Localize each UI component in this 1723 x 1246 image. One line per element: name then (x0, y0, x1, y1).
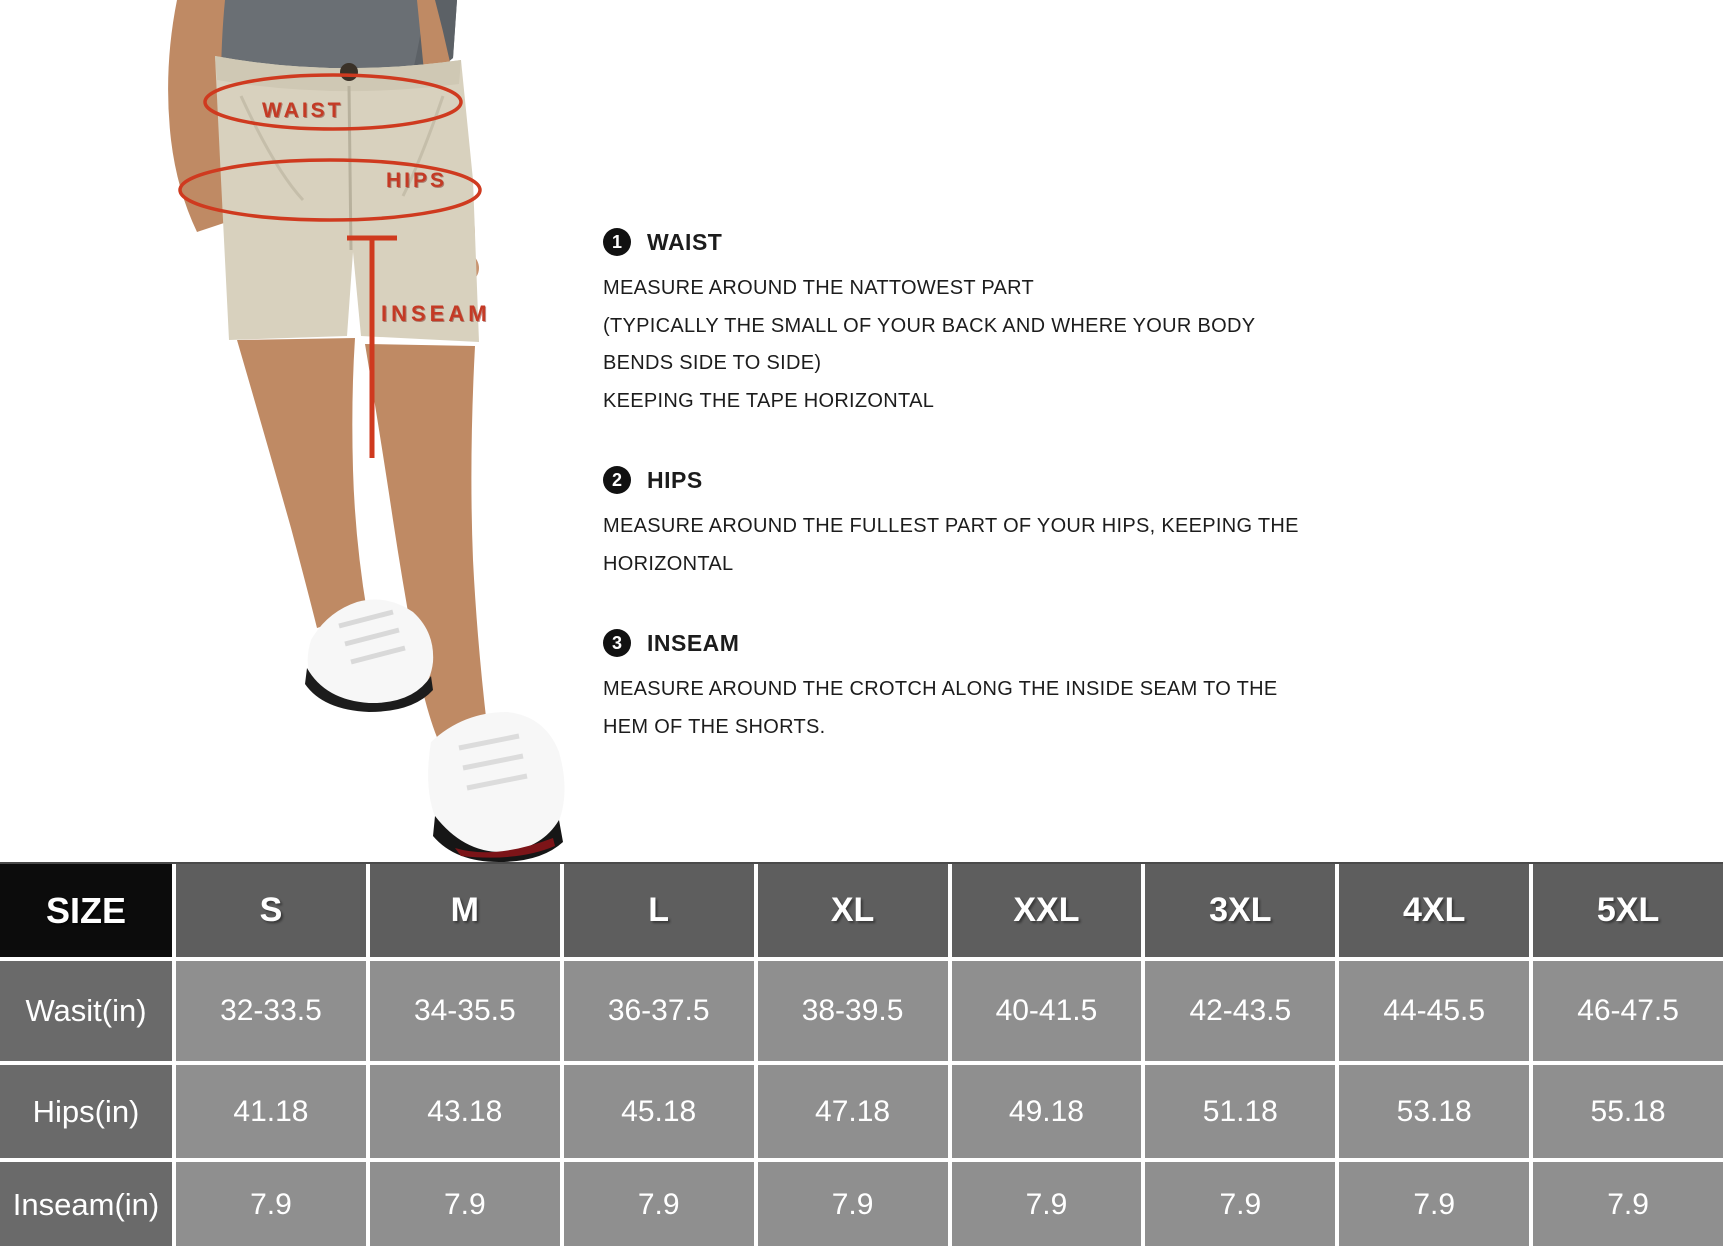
size-table-header-l: L (564, 864, 754, 957)
size-table-row-label-inseam: Inseam(in) (0, 1162, 172, 1246)
instruction-inseam-heading (603, 629, 1383, 657)
instruction-line: MEASURE AROUND THE NATTOWEST PART (603, 277, 1035, 299)
table-cell-hips-xxl: 49.18 (952, 1065, 1142, 1158)
photo-waist-label: WAIST (262, 99, 344, 122)
model-photo (0, 0, 600, 862)
table-cell-waist-5xl: 46-47.5 (1533, 961, 1723, 1061)
right-shoe (428, 712, 564, 862)
instruction-line: HORIZONTAL (603, 552, 734, 575)
size-table-header-3xl: 3XL (1145, 864, 1335, 957)
instruction-line: BENDS SIDE TO SIDE) (603, 352, 822, 374)
table-cell-inseam-4xl: 7.9 (1339, 1162, 1529, 1246)
number-2-icon: 2 (603, 466, 631, 494)
table-cell-inseam-xl: 7.9 (758, 1162, 948, 1246)
instruction-hips-heading (603, 466, 1383, 494)
button (340, 63, 358, 81)
table-cell-hips-5xl: 55.18 (1533, 1065, 1723, 1158)
table-cell-hips-4xl: 53.18 (1339, 1065, 1529, 1158)
table-cell-hips-3xl: 51.18 (1145, 1065, 1335, 1158)
model-illustration (125, 0, 595, 862)
size-table-row-label-hips: Hips(in) (0, 1065, 172, 1158)
table-cell-hips-s: 41.18 (176, 1065, 366, 1158)
table-cell-inseam-s: 7.9 (176, 1162, 366, 1246)
instruction-line: MEASURE AROUND THE FULLEST PART OF YOUR HIPS, KEEPING THE (603, 515, 1299, 537)
left-leg (237, 338, 367, 628)
size-chart-table (0, 862, 1723, 1246)
instruction-inseam (603, 629, 1383, 746)
size-table-header-xxl: XXL (952, 864, 1142, 957)
table-cell-inseam-xxl: 7.9 (952, 1162, 1142, 1246)
size-table-header-m: M (370, 864, 560, 957)
table-cell-hips-m: 43.18 (370, 1065, 560, 1158)
instruction-hips (603, 466, 1383, 583)
fly-seam (349, 86, 351, 250)
instruction-line: MEASURE AROUND THE CROTCH ALONG THE INSIDE SEAM TO THE (603, 678, 1278, 700)
table-cell-waist-4xl: 44-45.5 (1339, 961, 1529, 1061)
size-table-corner-cell: SIZE (0, 864, 172, 957)
instruction-hips-title: HIPS (647, 466, 703, 493)
size-table-header-4xl: 4XL (1339, 864, 1529, 957)
size-table-header-s: S (176, 864, 366, 957)
table-cell-waist-3xl: 42-43.5 (1145, 961, 1335, 1061)
size-table-header-xl: XL (758, 864, 948, 957)
measuring-instructions (603, 228, 1383, 792)
instruction-waist-title: WAIST (647, 228, 723, 255)
instruction-line: (TYPICALLY THE SMALL OF YOUR BACK AND WHERE YOUR BODY (603, 314, 1256, 337)
size-table-row-label-waist: Wasit(in) (0, 961, 172, 1061)
table-cell-hips-l: 45.18 (564, 1065, 754, 1158)
number-3-icon: 3 (603, 629, 631, 657)
table-cell-waist-xl: 38-39.5 (758, 961, 948, 1061)
table-cell-waist-m: 34-35.5 (370, 961, 560, 1061)
photo-inseam-label: INSEAM (381, 301, 491, 326)
table-cell-inseam-5xl: 7.9 (1533, 1162, 1723, 1246)
table-cell-inseam-l: 7.9 (564, 1162, 754, 1246)
size-table-header-5xl: 5XL (1533, 864, 1723, 957)
table-cell-inseam-3xl: 7.9 (1145, 1162, 1335, 1246)
instruction-waist (603, 228, 1383, 420)
shorts (215, 56, 479, 342)
table-cell-hips-xl: 47.18 (758, 1065, 948, 1158)
table-cell-inseam-m: 7.9 (370, 1162, 560, 1246)
table-cell-waist-s: 32-33.5 (176, 961, 366, 1061)
instruction-waist-heading (603, 228, 1383, 256)
table-cell-waist-l: 36-37.5 (564, 961, 754, 1061)
number-1-icon: 1 (603, 228, 631, 256)
instruction-inseam-title: INSEAM (647, 629, 740, 656)
table-cell-waist-xxl: 40-41.5 (952, 961, 1142, 1061)
photo-hips-label: HIPS (386, 169, 448, 192)
instruction-line: KEEPING THE TAPE HORIZONTAL (603, 389, 935, 412)
instruction-line: HEM OF THE SHORTS. (603, 715, 826, 738)
